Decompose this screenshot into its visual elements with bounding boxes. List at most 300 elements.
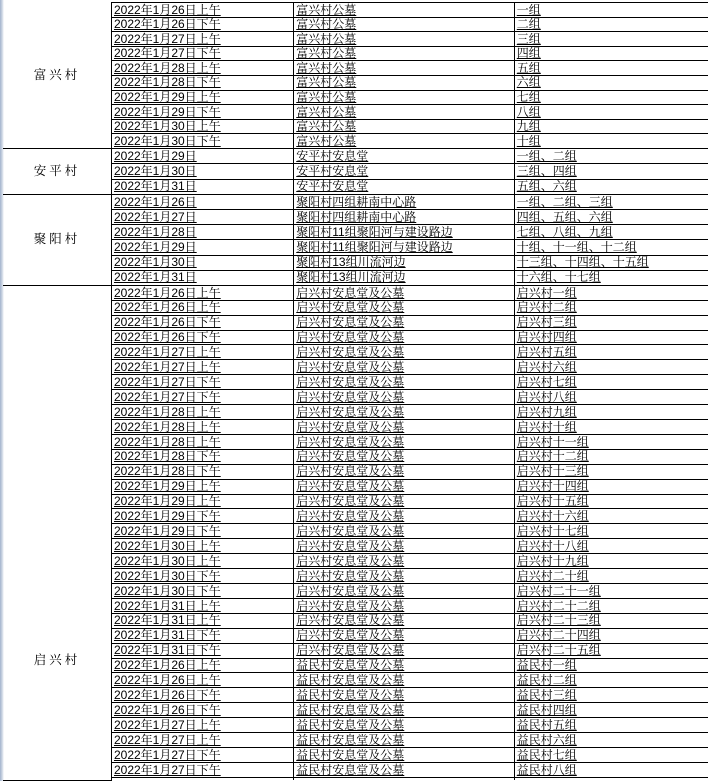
- location-text: 富兴村公墓: [296, 2, 357, 17]
- village-label: 富兴村: [33, 67, 81, 82]
- location-cell[interactable]: [294, 613, 515, 628]
- date-cell[interactable]: [111, 747, 293, 762]
- location-cell[interactable]: [294, 90, 515, 105]
- location-cell[interactable]: [294, 17, 515, 32]
- location-text: 富兴村公墓: [296, 90, 357, 105]
- group-text: 十组、十一组、十二组: [516, 240, 637, 255]
- date-text: 2022年1月27日: [113, 209, 197, 224]
- location-cell[interactable]: [294, 134, 515, 149]
- location-cell[interactable]: [294, 179, 515, 194]
- date-text: 2022年1月31日下午: [113, 643, 221, 658]
- location-text: 益民村安息堂及公墓: [296, 673, 405, 688]
- date-text: 2022年1月26日下午: [113, 702, 221, 717]
- group-text: 益民村七组: [516, 747, 577, 762]
- date-cell[interactable]: [111, 494, 293, 509]
- group-cell[interactable]: [514, 270, 708, 285]
- table-row: [3, 148, 708, 163]
- group-cell[interactable]: [514, 210, 708, 225]
- date-cell[interactable]: [111, 449, 293, 464]
- date-text: 2022年1月31日: [113, 179, 197, 194]
- date-cell[interactable]: [111, 75, 293, 90]
- location-text: 启兴村安息堂及公墓: [296, 315, 405, 330]
- date-cell[interactable]: [111, 134, 293, 149]
- date-cell[interactable]: [111, 300, 293, 315]
- location-cell[interactable]: [294, 479, 515, 494]
- group-cell[interactable]: [514, 255, 708, 270]
- date-text: 2022年1月30日下午: [113, 133, 221, 148]
- location-cell[interactable]: [294, 524, 515, 539]
- date-text: 2022年1月30日下午: [113, 568, 221, 583]
- group-cell[interactable]: [514, 628, 708, 643]
- date-cell[interactable]: [111, 643, 293, 658]
- date-cell[interactable]: [111, 434, 293, 449]
- group-cell[interactable]: [514, 643, 708, 658]
- location-cell[interactable]: [294, 360, 515, 375]
- group-cell[interactable]: [514, 240, 708, 255]
- location-text: 启兴村安息堂及公墓: [296, 434, 405, 449]
- date-cell[interactable]: [111, 360, 293, 375]
- date-cell[interactable]: [111, 32, 293, 47]
- location-cell[interactable]: [294, 643, 515, 658]
- location-cell[interactable]: [294, 285, 515, 300]
- date-cell[interactable]: [111, 405, 293, 420]
- date-text: 2022年1月31日上午: [113, 613, 221, 628]
- group-cell[interactable]: [514, 300, 708, 315]
- group-text: 启兴村十四组: [516, 479, 589, 494]
- location-text: 聚阳村11组聚阳河与建设路边: [296, 240, 453, 255]
- location-text: 启兴村安息堂及公墓: [296, 613, 405, 628]
- date-text: 2022年1月27日上午: [113, 717, 221, 732]
- date-cell[interactable]: [111, 375, 293, 390]
- group-text: 启兴村二十一组: [516, 583, 601, 598]
- location-cell[interactable]: [294, 762, 515, 777]
- group-cell[interactable]: [514, 330, 708, 345]
- location-text: 富兴村公墓: [296, 75, 357, 90]
- location-cell[interactable]: [294, 628, 515, 643]
- date-cell[interactable]: [111, 210, 293, 225]
- date-text: 2022年1月31日上午: [113, 598, 221, 613]
- village-cell[interactable]: [3, 194, 111, 285]
- date-cell[interactable]: [111, 90, 293, 105]
- date-cell[interactable]: [111, 569, 293, 584]
- date-text: 2022年1月30日下午: [113, 583, 221, 598]
- date-text: 2022年1月26日: [113, 194, 197, 209]
- date-cell[interactable]: [111, 524, 293, 539]
- location-text: 富兴村公墓: [296, 104, 357, 119]
- group-cell[interactable]: [514, 449, 708, 464]
- location-cell[interactable]: [294, 300, 515, 315]
- date-text: 2022年1月29日上午: [113, 494, 221, 509]
- location-cell[interactable]: [294, 270, 515, 285]
- date-text: 2022年1月27日下午: [113, 389, 221, 404]
- group-cell[interactable]: [514, 613, 708, 628]
- location-text: 富兴村公墓: [296, 133, 357, 148]
- date-cell[interactable]: [111, 733, 293, 748]
- location-cell[interactable]: [294, 747, 515, 762]
- location-cell[interactable]: [294, 583, 515, 598]
- location-cell[interactable]: [294, 255, 515, 270]
- date-cell[interactable]: [111, 479, 293, 494]
- location-cell[interactable]: [294, 718, 515, 733]
- group-text: 启兴村十八组: [516, 538, 589, 553]
- location-cell[interactable]: [294, 240, 515, 255]
- date-text: 2022年1月30日: [113, 255, 197, 270]
- location-cell[interactable]: [294, 777, 515, 780]
- group-text: 七组: [516, 90, 541, 105]
- location-cell[interactable]: [294, 225, 515, 240]
- group-text: 七组、八组、九组: [516, 225, 613, 240]
- group-text: 启兴村十七组: [516, 524, 589, 539]
- date-text: 2022年1月29日下午: [113, 509, 221, 524]
- location-text: 益民村安息堂及公墓: [296, 717, 405, 732]
- group-cell[interactable]: [514, 777, 708, 780]
- location-cell[interactable]: [294, 330, 515, 345]
- group-cell[interactable]: [514, 375, 708, 390]
- group-cell[interactable]: [514, 285, 708, 300]
- location-text: 启兴村安息堂及公墓: [296, 449, 405, 464]
- location-text: 聚阳村13组川流河边: [296, 255, 406, 270]
- group-cell[interactable]: [514, 658, 708, 673]
- location-text: 启兴村安息堂及公墓: [296, 300, 405, 315]
- location-cell[interactable]: [294, 315, 515, 330]
- date-cell[interactable]: [111, 46, 293, 61]
- location-cell[interactable]: [294, 75, 515, 90]
- location-cell[interactable]: [294, 32, 515, 47]
- group-text: 启兴村九组: [516, 404, 577, 419]
- date-text: 2022年1月28日下午: [113, 75, 221, 90]
- location-text: 益民村安息堂及公墓: [296, 687, 405, 702]
- village-label: 安平村: [33, 163, 81, 178]
- date-text: 2022年1月28日下午: [113, 464, 221, 479]
- group-text: 启兴村二十组: [516, 568, 589, 583]
- group-cell[interactable]: [514, 464, 708, 479]
- date-cell[interactable]: [111, 673, 293, 688]
- location-cell[interactable]: [294, 449, 515, 464]
- location-text: 聚阳村13组川流河边: [296, 270, 406, 285]
- location-text: 启兴村安息堂及公墓: [296, 464, 405, 479]
- location-cell[interactable]: [294, 434, 515, 449]
- location-text: 益民村安息堂及公墓: [296, 658, 405, 673]
- group-text: 一组、二组、三组: [516, 194, 613, 209]
- group-cell[interactable]: [514, 539, 708, 554]
- date-cell[interactable]: [111, 255, 293, 270]
- group-cell[interactable]: [514, 46, 708, 61]
- location-cell[interactable]: [294, 539, 515, 554]
- date-text: 2022年1月27日上午: [113, 345, 221, 360]
- date-cell[interactable]: [111, 613, 293, 628]
- group-cell[interactable]: [514, 194, 708, 209]
- location-text: 启兴村安息堂及公墓: [296, 538, 405, 553]
- date-text: 2022年1月26日上午: [113, 300, 221, 315]
- group-cell[interactable]: [514, 718, 708, 733]
- date-cell[interactable]: [111, 315, 293, 330]
- group-text: 四组、五组、六组: [516, 209, 613, 224]
- location-text: 益民村安息堂及公墓: [296, 762, 405, 777]
- location-cell[interactable]: [294, 148, 515, 163]
- group-text: 启兴村六组: [516, 360, 577, 375]
- date-text: 2022年1月26日上午: [113, 2, 221, 17]
- group-cell[interactable]: [514, 598, 708, 613]
- date-text: 2022年1月29日上午: [113, 90, 221, 105]
- group-text: 一组: [516, 2, 541, 17]
- group-text: 三组、四组: [516, 164, 577, 179]
- group-text: 六组: [516, 75, 541, 90]
- location-text: 启兴村安息堂及公墓: [296, 330, 405, 345]
- location-text: 启兴村安息堂及公墓: [296, 568, 405, 583]
- date-cell[interactable]: [111, 225, 293, 240]
- location-text: 聚阳村11组聚阳河与建设路边: [296, 225, 453, 240]
- location-cell[interactable]: [294, 375, 515, 390]
- group-text: 益民村三组: [516, 687, 577, 702]
- date-cell[interactable]: [111, 164, 293, 179]
- location-cell[interactable]: [294, 61, 515, 76]
- location-text: 启兴村安息堂及公墓: [296, 598, 405, 613]
- group-text: 益民村四组: [516, 702, 577, 717]
- village-label: 聚阳村: [33, 232, 81, 247]
- group-cell[interactable]: [514, 345, 708, 360]
- location-text: 安平村安息堂: [296, 179, 369, 194]
- schedule-table-body: [3, 3, 708, 781]
- date-cell[interactable]: [111, 703, 293, 718]
- group-cell[interactable]: [514, 420, 708, 435]
- group-cell[interactable]: [514, 703, 708, 718]
- date-text: 2022年1月26日下午: [113, 330, 221, 345]
- group-text: 四组: [516, 46, 541, 61]
- group-cell[interactable]: [514, 315, 708, 330]
- group-cell[interactable]: [514, 75, 708, 90]
- table-row: [3, 194, 708, 209]
- date-cell[interactable]: [111, 285, 293, 300]
- group-text: 启兴村四组: [516, 330, 577, 345]
- group-text: 启兴村一组: [516, 285, 577, 300]
- date-text: 2022年1月29日: [113, 240, 197, 255]
- location-text: 启兴村安息堂及公墓: [296, 285, 405, 300]
- location-text: 益民村安息堂及公墓: [296, 732, 405, 747]
- group-text: 启兴村十九组: [516, 553, 589, 568]
- date-text: 2022年1月26日下午: [113, 315, 221, 330]
- group-cell[interactable]: [514, 119, 708, 134]
- group-text: 启兴村二十五组: [516, 643, 601, 658]
- date-text: 2022年1月30日上午: [113, 119, 221, 134]
- date-text: 2022年1月26日上午: [113, 658, 221, 673]
- location-cell[interactable]: [294, 3, 515, 18]
- group-text: 启兴村八组: [516, 389, 577, 404]
- date-text: 2022年1月28日上午: [113, 60, 221, 75]
- group-text: 十六组、十七组: [516, 270, 601, 285]
- group-cell[interactable]: [514, 134, 708, 149]
- date-cell[interactable]: [111, 179, 293, 194]
- date-text: 2022年1月30日上午: [113, 538, 221, 553]
- location-cell[interactable]: [294, 509, 515, 524]
- date-cell[interactable]: [111, 240, 293, 255]
- date-cell[interactable]: [111, 718, 293, 733]
- date-cell[interactable]: [111, 270, 293, 285]
- group-cell[interactable]: [514, 747, 708, 762]
- group-cell[interactable]: [514, 61, 708, 76]
- date-cell[interactable]: [111, 658, 293, 673]
- location-text: 安平村安息堂: [296, 148, 369, 163]
- location-text: 启兴村安息堂及公墓: [296, 360, 405, 375]
- date-text: 2022年1月27日下午: [113, 46, 221, 61]
- location-cell[interactable]: [294, 194, 515, 209]
- date-cell[interactable]: [111, 17, 293, 32]
- village-cell[interactable]: [3, 148, 111, 194]
- group-cell[interactable]: [514, 360, 708, 375]
- date-cell[interactable]: [111, 390, 293, 405]
- date-cell[interactable]: [111, 554, 293, 569]
- group-cell[interactable]: [514, 494, 708, 509]
- date-text: 2022年1月28日: [113, 225, 197, 240]
- group-text: 启兴村二十二组: [516, 598, 601, 613]
- location-cell[interactable]: [294, 345, 515, 360]
- location-cell[interactable]: [294, 46, 515, 61]
- date-cell[interactable]: [111, 583, 293, 598]
- date-text: 2022年1月30日: [113, 164, 197, 179]
- group-cell[interactable]: [514, 390, 708, 405]
- date-text: 2022年1月28日上午: [113, 434, 221, 449]
- group-text: 益民村八组: [516, 762, 577, 777]
- group-cell[interactable]: [514, 554, 708, 569]
- village-label: 启兴村: [33, 652, 81, 667]
- group-cell[interactable]: [514, 3, 708, 18]
- date-text: 2022年1月28日下午: [113, 449, 221, 464]
- date-text: 2022年1月27日下午: [113, 374, 221, 389]
- group-cell[interactable]: [514, 90, 708, 105]
- group-cell[interactable]: [514, 733, 708, 748]
- location-cell[interactable]: [294, 569, 515, 584]
- location-cell[interactable]: [294, 658, 515, 673]
- date-text: 2022年1月29日: [113, 148, 197, 163]
- location-cell[interactable]: [294, 494, 515, 509]
- group-text: 启兴村十六组: [516, 509, 589, 524]
- group-cell[interactable]: [514, 148, 708, 163]
- location-text: 富兴村公墓: [296, 46, 357, 61]
- date-cell[interactable]: [111, 509, 293, 524]
- group-cell[interactable]: [514, 434, 708, 449]
- location-cell[interactable]: [294, 703, 515, 718]
- location-text: 富兴村公墓: [296, 60, 357, 75]
- date-text: 2022年1月26日下午: [113, 687, 221, 702]
- village-cell[interactable]: [3, 3, 111, 149]
- date-cell[interactable]: [111, 345, 293, 360]
- location-cell[interactable]: [294, 733, 515, 748]
- location-cell[interactable]: [294, 688, 515, 703]
- date-text: 2022年1月30日上午: [113, 553, 221, 568]
- group-cell[interactable]: [514, 405, 708, 420]
- date-cell[interactable]: [111, 464, 293, 479]
- date-cell[interactable]: [111, 148, 293, 163]
- village-cell[interactable]: [3, 285, 111, 780]
- date-cell[interactable]: [111, 762, 293, 777]
- group-cell[interactable]: [514, 524, 708, 539]
- date-cell[interactable]: [111, 420, 293, 435]
- date-cell[interactable]: [111, 777, 293, 780]
- group-text: 启兴村十二组: [516, 449, 589, 464]
- location-text: 富兴村公墓: [296, 119, 357, 134]
- date-text: 2022年1月29日上午: [113, 479, 221, 494]
- group-text: 益民村一组: [516, 658, 577, 673]
- schedule-table: [3, 2, 708, 781]
- group-text: 益民村六组: [516, 732, 577, 747]
- date-cell[interactable]: [111, 688, 293, 703]
- date-cell[interactable]: [111, 105, 293, 120]
- group-cell[interactable]: [514, 479, 708, 494]
- location-text: 启兴村安息堂及公墓: [296, 494, 405, 509]
- group-cell[interactable]: [514, 225, 708, 240]
- location-text: 富兴村公墓: [296, 31, 357, 46]
- location-cell[interactable]: [294, 420, 515, 435]
- location-text: 聚阳村四组耕南中心路: [296, 209, 417, 224]
- table-row: [3, 285, 708, 300]
- group-text: 五组: [516, 60, 541, 75]
- location-text: 益民村安息堂及公墓: [296, 747, 405, 762]
- date-cell[interactable]: [111, 539, 293, 554]
- group-text: 二组: [516, 17, 541, 32]
- group-cell[interactable]: [514, 105, 708, 120]
- location-text: 启兴村安息堂及公墓: [296, 479, 405, 494]
- group-text: 启兴村二十三组: [516, 613, 601, 628]
- group-text: 启兴村十一组: [516, 434, 589, 449]
- group-cell[interactable]: [514, 688, 708, 703]
- date-cell[interactable]: [111, 628, 293, 643]
- location-cell[interactable]: [294, 405, 515, 420]
- date-cell[interactable]: [111, 3, 293, 18]
- group-text: 八组: [516, 104, 541, 119]
- date-text: 2022年1月28日上午: [113, 419, 221, 434]
- location-text: 聚阳村四组耕南中心路: [296, 194, 417, 209]
- location-text: 启兴村安息堂及公墓: [296, 345, 405, 360]
- location-cell[interactable]: [294, 210, 515, 225]
- location-text: 启兴村安息堂及公墓: [296, 389, 405, 404]
- date-text: 2022年1月27日上午: [113, 360, 221, 375]
- location-cell[interactable]: [294, 673, 515, 688]
- date-text: 2022年1月29日下午: [113, 524, 221, 539]
- location-cell[interactable]: [294, 598, 515, 613]
- group-cell[interactable]: [514, 583, 708, 598]
- date-cell[interactable]: [111, 119, 293, 134]
- group-text: 启兴村五组: [516, 345, 577, 360]
- group-cell[interactable]: [514, 569, 708, 584]
- date-text: 2022年1月27日上午: [113, 732, 221, 747]
- date-text: 2022年1月26日上午: [113, 673, 221, 688]
- date-text: 2022年1月27日下午: [113, 762, 221, 777]
- location-cell[interactable]: [294, 554, 515, 569]
- group-text: 启兴村十组: [516, 419, 577, 434]
- location-text: 富兴村公墓: [296, 17, 357, 32]
- date-cell[interactable]: [111, 598, 293, 613]
- location-cell[interactable]: [294, 119, 515, 134]
- location-text: 启兴村安息堂及公墓: [296, 524, 405, 539]
- group-cell[interactable]: [514, 509, 708, 524]
- group-cell[interactable]: [514, 179, 708, 194]
- date-text: 2022年1月31日下午: [113, 628, 221, 643]
- location-cell[interactable]: [294, 164, 515, 179]
- date-cell[interactable]: [111, 194, 293, 209]
- location-text: 启兴村安息堂及公墓: [296, 628, 405, 643]
- location-cell[interactable]: [294, 105, 515, 120]
- group-cell[interactable]: [514, 673, 708, 688]
- date-cell[interactable]: [111, 61, 293, 76]
- location-cell[interactable]: [294, 464, 515, 479]
- location-cell[interactable]: [294, 390, 515, 405]
- group-cell[interactable]: [514, 17, 708, 32]
- group-cell[interactable]: [514, 32, 708, 47]
- group-cell[interactable]: [514, 762, 708, 777]
- date-text: 2022年1月29日下午: [113, 104, 221, 119]
- group-text: 三组: [516, 31, 541, 46]
- date-cell[interactable]: [111, 330, 293, 345]
- group-cell[interactable]: [514, 164, 708, 179]
